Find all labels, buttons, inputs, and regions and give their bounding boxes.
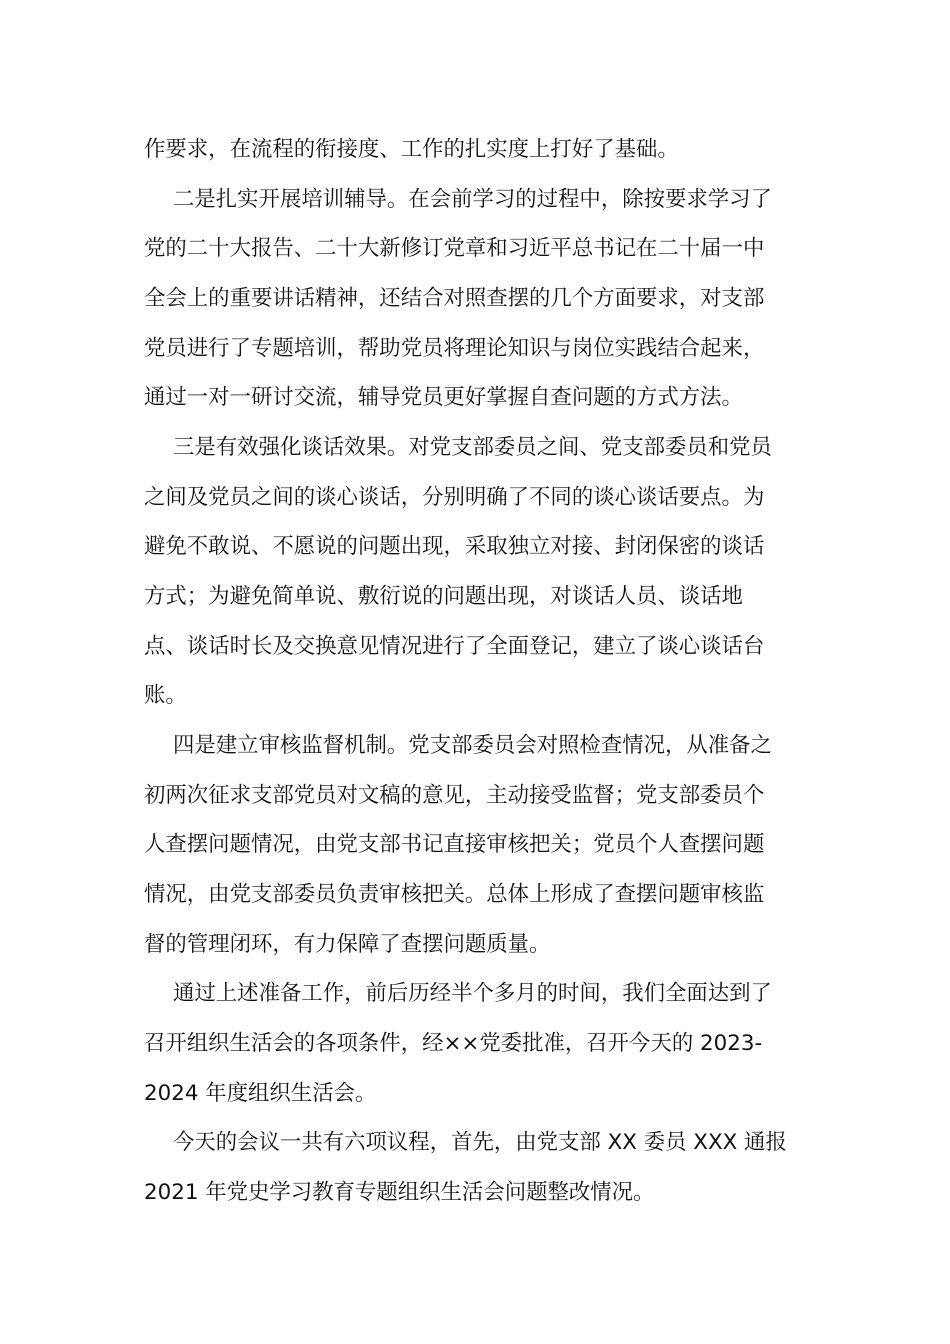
- text-line: 点、谈话时长及交换意见情况进行了全面登记，建立了谈心谈话台: [144, 634, 765, 659]
- text-line: 初两次征求支部党员对文稿的意见，主动接受监督；党支部委员个: [144, 783, 765, 808]
- text-line: 党员进行了专题培训，帮助党员将理论知识与岗位实践结合起来，: [144, 336, 765, 361]
- text-line: 方式；为避免简单说、敷衍说的问题出现，对谈话人员、谈话地: [144, 584, 743, 609]
- text-line: 人查摆问题情况，由党支部书记直接审核把关；党员个人查摆问题: [144, 832, 765, 857]
- text-line: 之间及党员之间的谈心谈话，分别明确了不同的谈心谈话要点。为: [144, 485, 765, 510]
- text-line: 四是建立审核监督机制。党支部委员会对照检查情况，从准备之: [173, 733, 772, 758]
- text-line: 通过上述准备工作，前后历经半个多月的时间，我们全面达到了: [173, 981, 772, 1006]
- text-line: 今天的会议一共有六项议程，首先，由党支部 XX 委员 XXX 通报: [173, 1130, 787, 1155]
- text-line: 2024 年度组织生活会。: [144, 1081, 377, 1106]
- text-line: 2021 年党史学习教育专题组织生活会问题整改情况。: [144, 1180, 655, 1205]
- text-line: 二是扎实开展培训辅导。在会前学习的过程中，除按要求学习了: [173, 187, 772, 212]
- text-line: 三是有效强化谈话效果。对党支部委员之间、党支部委员和党员: [173, 435, 772, 460]
- text-line: 全会上的重要讲话精神，还结合对照查摆的几个方面要求，对支部: [144, 286, 765, 311]
- text-line: 账。: [144, 683, 187, 708]
- text-line: 通过一对一研讨交流，辅导党员更好掌握自查问题的方式方法。: [144, 385, 743, 410]
- text-line: 党的二十大报告、二十大新修订党章和习近平总书记在二十届一中: [144, 236, 765, 261]
- text-line: 情况，由党支部委员负责审核把关。总体上形成了查摆问题审核监: [144, 882, 765, 907]
- text-line: 避免不敢说、不愿说的问题出现，采取独立对接、封闭保密的谈话: [144, 534, 765, 559]
- text-line: 督的管理闭环，有力保障了查摆问题质量。: [144, 932, 551, 957]
- text-line: 作要求，在流程的衔接度、工作的扎实度上打好了基础。: [144, 137, 679, 162]
- text-line: 召开组织生活会的各项条件，经××党委批准，召开今天的 2023-: [144, 1031, 763, 1056]
